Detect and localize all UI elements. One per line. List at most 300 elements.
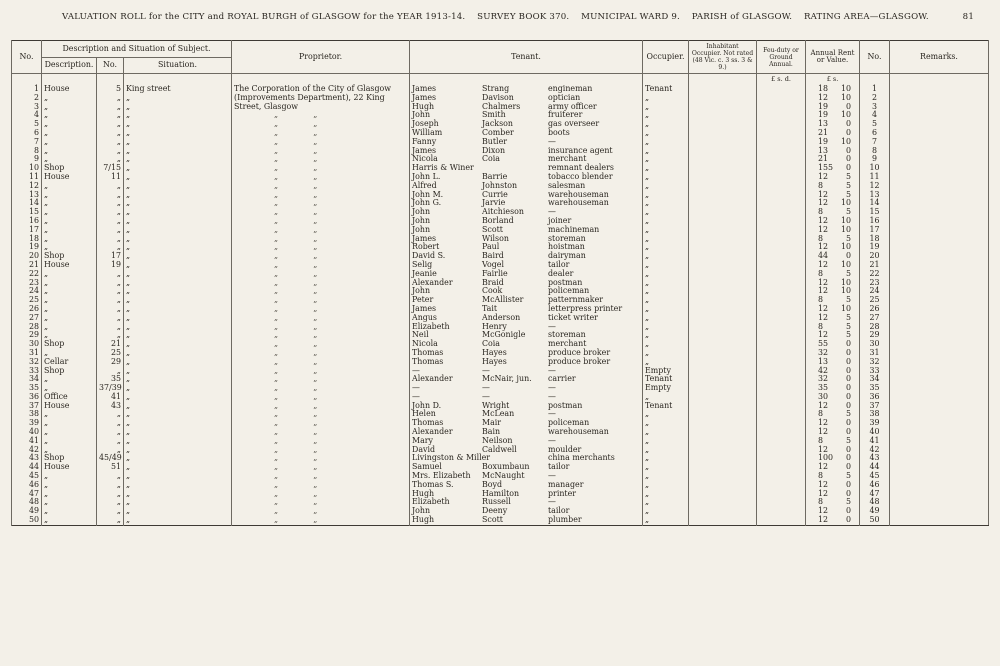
row-number: 20 [12, 252, 42, 261]
row-inhabitant [689, 331, 757, 340]
row-situation [124, 129, 232, 138]
row-feu-duty [757, 155, 806, 164]
annual-shillings: 5 [845, 180, 851, 190]
row-description: „ [42, 103, 97, 112]
tenant-occupation: moulder [548, 444, 582, 454]
row-street-number: „ [97, 367, 124, 376]
row-remarks [890, 164, 989, 173]
row-description: „ [42, 94, 97, 103]
annual-pounds: 12 [818, 462, 829, 472]
row-inhabitant [689, 402, 757, 411]
row-annual-value [806, 375, 860, 384]
annual-pounds: 12 [818, 312, 829, 322]
row-description: „ [42, 314, 97, 323]
row-feu-duty [757, 349, 806, 358]
row-remarks [890, 410, 989, 419]
situation-text: „ [126, 215, 131, 225]
row-proprietor: „ „ [232, 305, 410, 314]
tenant-occupation: printer [548, 488, 577, 498]
annual-shillings: 0 [845, 145, 851, 155]
tenant-first: Harris & Winer [412, 163, 474, 173]
row-tenant [410, 516, 643, 525]
tenant-occupation: dairyman [548, 251, 586, 261]
row-street-number: „ [97, 314, 124, 323]
row-annual-value [806, 507, 860, 516]
row-occupier: „ [643, 235, 689, 244]
row-description: Shop [42, 367, 97, 376]
row-feu-duty [757, 243, 806, 252]
tenant-occupation: tailor [548, 259, 570, 269]
tenant-surname: Henry [482, 321, 507, 331]
annual-shillings: 0 [845, 444, 851, 454]
row-annual-value [806, 287, 860, 296]
row-remarks [890, 252, 989, 261]
row-annual-value [806, 129, 860, 138]
tenant-occupation: carrier [548, 374, 576, 384]
row-tenant [410, 120, 643, 129]
tenant-first: John [412, 110, 431, 120]
row-street-number: „ [97, 446, 124, 455]
row-occupier: „ [643, 103, 689, 112]
annual-shillings: 0 [845, 400, 851, 410]
row-number: 1 [12, 85, 42, 94]
tenant-first: John [412, 207, 431, 217]
annual-shillings: 0 [845, 365, 851, 375]
tenant-occupation: — [548, 207, 556, 217]
annual-shillings: 10 [840, 215, 851, 225]
tenant-surname: Davison [482, 92, 514, 102]
annual-shillings: 0 [845, 339, 851, 349]
row-street-number: 19 [97, 261, 124, 270]
row-annual-value [806, 314, 860, 323]
row-occupier: „ [643, 243, 689, 252]
situation-text: „ [126, 163, 131, 173]
row-situation [124, 331, 232, 340]
row-inhabitant [689, 323, 757, 332]
annual-pounds: 8 [818, 180, 824, 190]
tenant-first: James [412, 145, 437, 155]
row-inhabitant [689, 138, 757, 147]
row-annual-value [806, 199, 860, 208]
row-feu-duty [757, 103, 806, 112]
row-occupier: Tenant [643, 402, 689, 411]
row-situation [124, 367, 232, 376]
annual-units: £ s. [806, 74, 860, 86]
row-street-number: „ [97, 419, 124, 428]
annual-pounds: 12 [818, 189, 829, 199]
row-street-number: 29 [97, 358, 124, 367]
row-number: 30 [12, 340, 42, 349]
row-number-right: 9 [860, 155, 890, 164]
tenant-surname: Wright [482, 400, 510, 410]
tenant-occupation: postman [548, 400, 583, 410]
row-feu-duty [757, 226, 806, 235]
row-situation [124, 358, 232, 367]
row-number-right: 33 [860, 367, 890, 376]
row-inhabitant [689, 410, 757, 419]
row-tenant [410, 261, 643, 270]
tenant-surname: — [482, 365, 490, 375]
situation-text: „ [126, 453, 131, 463]
row-inhabitant [689, 393, 757, 402]
row-occupier: „ [643, 270, 689, 279]
row-number: 11 [12, 173, 42, 182]
situation-text: „ [126, 365, 131, 375]
tenant-occupation: warehouseman [548, 427, 609, 437]
row-tenant [410, 287, 643, 296]
col-number: No. [97, 57, 124, 74]
row-situation [124, 375, 232, 384]
row-occupier: „ [643, 138, 689, 147]
situation-text: „ [126, 400, 131, 410]
row-street-number: „ [97, 323, 124, 332]
annual-shillings: 10 [840, 84, 851, 93]
tenant-occupation: storeman [548, 233, 586, 243]
parish: PARISH of GLASGOW. [691, 12, 793, 22]
row-street-number: „ [97, 182, 124, 191]
row-annual-value [806, 252, 860, 261]
row-occupier: „ [643, 287, 689, 296]
situation-text: „ [126, 374, 131, 384]
row-remarks [890, 481, 989, 490]
row-situation [124, 182, 232, 191]
row-inhabitant [689, 287, 757, 296]
annual-pounds: 12 [818, 515, 829, 525]
row-inhabitant [689, 120, 757, 129]
row-occupier: „ [643, 164, 689, 173]
row-occupier: „ [643, 129, 689, 138]
situation-text: „ [126, 303, 131, 313]
annual-shillings: 5 [845, 207, 851, 217]
situation-text: „ [126, 92, 131, 102]
row-annual-value [806, 490, 860, 499]
row-description: „ [42, 270, 97, 279]
row-number-right: 26 [860, 305, 890, 314]
row-street-number: „ [97, 155, 124, 164]
row-situation [124, 103, 232, 112]
row-number: 14 [12, 199, 42, 208]
row-remarks [890, 296, 989, 305]
tenant-surname: Braid [482, 277, 504, 287]
row-description: „ [42, 182, 97, 191]
tenant-surname: Coia [482, 154, 501, 164]
tenant-surname: Jarvie [482, 198, 506, 208]
table-row [12, 384, 989, 393]
row-inhabitant [689, 235, 757, 244]
row-description: „ [42, 331, 97, 340]
row-remarks [890, 402, 989, 411]
row-description: „ [42, 129, 97, 138]
annual-pounds: 8 [818, 207, 824, 217]
row-proprietor: „ „ [232, 428, 410, 437]
row-proprietor: „ „ [232, 279, 410, 288]
annual-shillings: 0 [845, 515, 851, 525]
tenant-occupation: policeman [548, 286, 590, 296]
row-occupier: „ [643, 261, 689, 270]
row-description: „ [42, 155, 97, 164]
tenant-surname: Comber [482, 127, 514, 137]
row-number: 28 [12, 323, 42, 332]
tenant-occupation: postman [548, 277, 583, 287]
tenant-surname: McAllister [482, 295, 524, 305]
municipal-ward: MUNICIPAL WARD 9. [581, 12, 680, 22]
tenant-first: David [412, 444, 436, 454]
row-number: 47 [12, 490, 42, 499]
tenant-surname: Hayes [482, 347, 507, 357]
row-street-number: „ [97, 410, 124, 419]
row-annual-value [806, 498, 860, 507]
row-proprietor: „ „ [232, 454, 410, 463]
row-remarks [890, 173, 989, 182]
annual-pounds: 13 [818, 356, 829, 366]
row-proprietor: „ „ [232, 147, 410, 156]
annual-pounds: 42 [818, 365, 829, 375]
row-street-number: „ [97, 279, 124, 288]
row-feu-duty [757, 402, 806, 411]
situation-text: „ [126, 356, 131, 366]
annual-pounds: 12 [818, 277, 829, 287]
row-inhabitant [689, 191, 757, 200]
row-occupier: „ [643, 279, 689, 288]
row-description: Office [42, 393, 97, 402]
row-description: „ [42, 191, 97, 200]
row-number-right: 13 [860, 191, 890, 200]
row-inhabitant [689, 367, 757, 376]
row-number-right: 46 [860, 481, 890, 490]
tenant-first: Helen [412, 409, 436, 419]
row-remarks [890, 191, 989, 200]
row-proprietor: „ „ [232, 331, 410, 340]
row-inhabitant [689, 454, 757, 463]
row-tenant [410, 111, 643, 120]
row-number-right: 15 [860, 208, 890, 217]
situation-text: „ [126, 427, 131, 437]
tenant-occupation: salesman [548, 180, 586, 190]
row-number: 46 [12, 481, 42, 490]
row-number-right: 2 [860, 94, 890, 103]
annual-pounds: 8 [818, 497, 824, 507]
annual-shillings: 5 [845, 409, 851, 419]
tenant-first: John [412, 286, 431, 296]
tenant-surname: Barrie [482, 171, 508, 181]
tenant-occupation: — [548, 321, 556, 331]
annual-shillings: 0 [845, 453, 851, 463]
tenant-first: John D. [412, 400, 442, 410]
tenant-first: Alfred [412, 180, 437, 190]
row-feu-duty [757, 94, 806, 103]
row-feu-duty [757, 358, 806, 367]
header-title [62, 12, 929, 22]
row-description: Shop [42, 340, 97, 349]
row-description: „ [42, 235, 97, 244]
situation-text: „ [126, 312, 131, 322]
tenant-surname: Borland [482, 215, 514, 225]
annual-shillings: 0 [845, 418, 851, 428]
row-proprietor: „ „ [232, 270, 410, 279]
row-street-number: „ [97, 199, 124, 208]
row-street-number: „ [97, 481, 124, 490]
tenant-occupation: — [548, 409, 556, 419]
row-street-number: „ [97, 296, 124, 305]
row-situation [124, 191, 232, 200]
row-proprietor: „ „ [232, 349, 410, 358]
row-proprietor: „ „ [232, 410, 410, 419]
row-remarks [890, 516, 989, 525]
col-feu-duty: Feu-duty or Ground Annual. [757, 41, 806, 74]
row-inhabitant [689, 208, 757, 217]
annual-pounds: 21 [818, 154, 829, 164]
tenant-surname: Scott [482, 515, 503, 525]
row-occupier: „ [643, 331, 689, 340]
tenant-first: Joseph [412, 119, 439, 129]
row-number: 27 [12, 314, 42, 323]
row-number: 15 [12, 208, 42, 217]
tenant-occupation: storeman [548, 330, 586, 340]
situation-text: „ [126, 277, 131, 287]
annual-shillings: 5 [845, 471, 851, 481]
situation-text: „ [126, 189, 131, 199]
row-number-right: 50 [860, 516, 890, 525]
tenant-first: Samuel [412, 462, 442, 472]
row-proprietor: „ „ [232, 490, 410, 499]
row-annual-value [806, 226, 860, 235]
row-situation [124, 428, 232, 437]
row-description: House [42, 85, 97, 94]
row-situation [124, 384, 232, 393]
tenant-first: Elizabeth [412, 321, 450, 331]
row-remarks [890, 270, 989, 279]
row-remarks [890, 138, 989, 147]
row-description: „ [42, 498, 97, 507]
row-feu-duty [757, 331, 806, 340]
row-situation [124, 454, 232, 463]
proprietor-text: The Corporation of the City of Glasgow [234, 84, 392, 93]
row-street-number: „ [97, 331, 124, 340]
tenant-surname: Smith [482, 110, 506, 120]
annual-pounds: 12 [818, 444, 829, 454]
row-number: 37 [12, 402, 42, 411]
row-occupier: Tenant [643, 85, 689, 94]
annual-shillings: 10 [840, 224, 851, 234]
annual-shillings: 0 [845, 462, 851, 472]
row-number: 18 [12, 235, 42, 244]
row-occupier: „ [643, 507, 689, 516]
row-description: Cellar [42, 358, 97, 367]
annual-pounds: 100 [818, 453, 834, 463]
row-situation [124, 446, 232, 455]
row-remarks [890, 155, 989, 164]
row-situation [124, 349, 232, 358]
row-number: 29 [12, 331, 42, 340]
row-proprietor: „ „ [232, 384, 410, 393]
row-inhabitant [689, 507, 757, 516]
tenant-occupation: gas overseer [548, 119, 600, 129]
row-situation [124, 85, 232, 94]
col-inhabitant-occupier: Inhabitant Occupier. Not rated (48 Vic. c. 3 ss. 3 & 9.) [689, 41, 757, 74]
row-feu-duty [757, 182, 806, 191]
row-inhabitant [689, 472, 757, 481]
row-number: 42 [12, 446, 42, 455]
row-description: „ [42, 279, 97, 288]
row-remarks [890, 507, 989, 516]
page-header [62, 9, 974, 25]
tenant-first: James [412, 84, 437, 93]
annual-pounds: 12 [818, 506, 829, 516]
row-occupier: „ [643, 393, 689, 402]
tenant-first: Nicola [412, 339, 438, 349]
row-street-number: „ [97, 94, 124, 103]
tenant-occupation: — [548, 391, 556, 401]
row-occupier: „ [643, 296, 689, 305]
tenant-first: James [412, 233, 437, 243]
row-tenant [410, 85, 643, 94]
annual-shillings: 10 [840, 242, 851, 252]
tenant-surname: Butler [482, 136, 508, 146]
tenant-first: John G. [412, 198, 442, 208]
row-description: Shop [42, 252, 97, 261]
row-number-right: 20 [860, 252, 890, 261]
tenant-first: — [412, 391, 420, 401]
row-annual-value [806, 111, 860, 120]
row-number: 36 [12, 393, 42, 402]
annual-pounds: 12 [818, 286, 829, 296]
row-proprietor: „ „ [232, 393, 410, 402]
row-description: House [42, 463, 97, 472]
row-number: 2 [12, 94, 42, 103]
row-tenant [410, 226, 643, 235]
row-remarks [890, 147, 989, 156]
row-remarks [890, 428, 989, 437]
row-description: „ [42, 490, 97, 499]
situation-text: „ [126, 497, 131, 507]
row-annual-value [806, 191, 860, 200]
row-feu-duty [757, 305, 806, 314]
tenant-occupation: produce broker [548, 347, 611, 357]
row-feu-duty [757, 296, 806, 305]
row-description: „ [42, 349, 97, 358]
row-number: 35 [12, 384, 42, 393]
row-number: 43 [12, 454, 42, 463]
row-proprietor: „ „ [232, 155, 410, 164]
row-remarks [890, 243, 989, 252]
tenant-first: Selig [412, 259, 433, 269]
row-street-number: 17 [97, 252, 124, 261]
row-proprietor: „ „ [232, 446, 410, 455]
row-occupier: „ [643, 305, 689, 314]
row-number-right: 4 [860, 111, 890, 120]
row-proprietor: „ „ [232, 252, 410, 261]
table-row [12, 375, 989, 384]
tenant-occupation: boots [548, 127, 570, 137]
row-number-right: 23 [860, 279, 890, 288]
row-number: 40 [12, 428, 42, 437]
row-number: 5 [12, 120, 42, 129]
tenant-surname: Neilson [482, 435, 513, 445]
situation-text: „ [126, 207, 131, 217]
annual-pounds: 12 [818, 479, 829, 489]
tenant-surname: Currie [482, 189, 508, 199]
row-annual-value [806, 349, 860, 358]
row-occupier: „ [643, 490, 689, 499]
row-annual-value [806, 94, 860, 103]
situation-text: „ [126, 435, 131, 445]
row-feu-duty [757, 287, 806, 296]
annual-shillings: 0 [845, 356, 851, 366]
row-description: „ [42, 419, 97, 428]
situation-text: „ [126, 110, 131, 120]
annual-shillings: 10 [840, 92, 851, 102]
row-street-number: 25 [97, 349, 124, 358]
